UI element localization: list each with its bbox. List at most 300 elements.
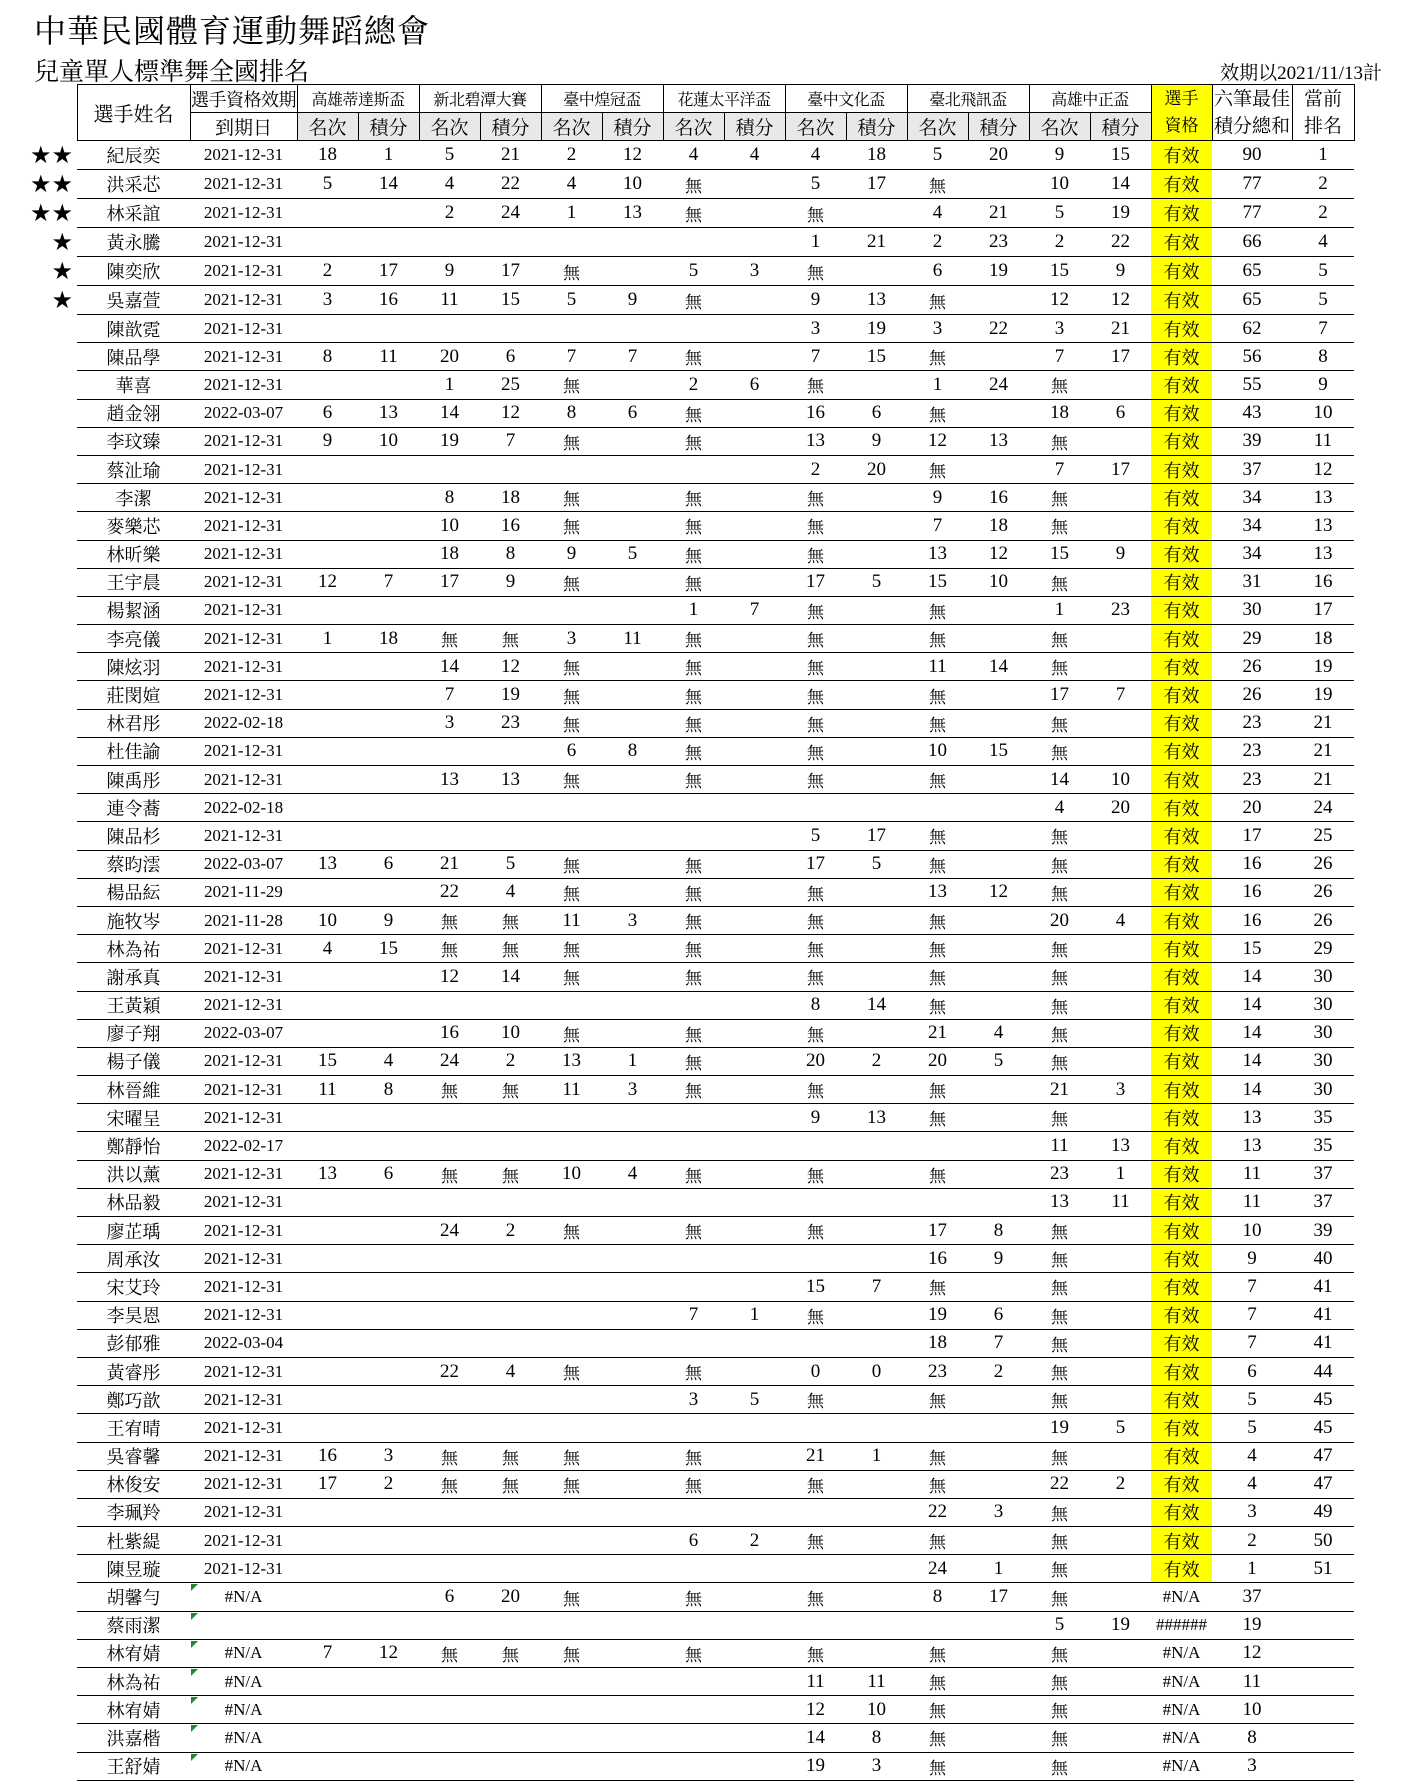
place-cell: 無 bbox=[663, 399, 724, 427]
points-cell bbox=[724, 1357, 785, 1385]
current-rank: 26 bbox=[1292, 850, 1354, 878]
points-cell bbox=[968, 1696, 1029, 1724]
place-cell: 無 bbox=[785, 512, 846, 540]
table-row bbox=[30, 1047, 1354, 1075]
points-cell: 14 bbox=[480, 963, 541, 991]
total-column-header: 六筆最佳 積分總和 bbox=[1212, 85, 1292, 141]
place-cell: 無 bbox=[541, 568, 602, 596]
points-cell bbox=[602, 681, 663, 709]
place-cell bbox=[419, 596, 480, 624]
points-cell bbox=[358, 1527, 419, 1555]
place-cell: 無 bbox=[663, 906, 724, 934]
place-cell: 無 bbox=[541, 1357, 602, 1385]
place-cell: 無 bbox=[785, 681, 846, 709]
place-cell: 14 bbox=[419, 653, 480, 681]
place-cell bbox=[785, 1498, 846, 1526]
points-cell: 10 bbox=[480, 1019, 541, 1047]
place-cell: 無 bbox=[907, 1724, 968, 1752]
points-cell bbox=[724, 709, 785, 737]
place-cell bbox=[785, 794, 846, 822]
points-cell bbox=[1090, 1273, 1151, 1301]
qualification-status: 有效 bbox=[1151, 1301, 1212, 1329]
points-cell: 2 bbox=[1090, 1470, 1151, 1498]
place-cell: 無 bbox=[541, 681, 602, 709]
points-cell: 5 bbox=[846, 568, 907, 596]
current-rank: 37 bbox=[1292, 1188, 1354, 1216]
points-cell bbox=[724, 850, 785, 878]
table-row bbox=[30, 512, 1354, 540]
points-cell bbox=[602, 1639, 663, 1667]
star-rating bbox=[30, 1132, 77, 1160]
place-cell bbox=[663, 1555, 724, 1583]
cell-note-marker-icon bbox=[191, 1697, 198, 1704]
points-cell bbox=[1090, 1104, 1151, 1132]
points-cell bbox=[358, 1752, 419, 1780]
points-cell: 25 bbox=[480, 371, 541, 399]
qualification-status: 有效 bbox=[1151, 170, 1212, 199]
expiry-date: 2021-12-31 bbox=[190, 653, 297, 681]
player-name: 林為祐 bbox=[77, 1668, 190, 1696]
points-cell: 無 bbox=[480, 1160, 541, 1188]
points-cell bbox=[846, 935, 907, 963]
total-points: 29 bbox=[1212, 625, 1292, 653]
points-cell: 14 bbox=[968, 653, 1029, 681]
place-cell: 無 bbox=[663, 878, 724, 906]
star-rating bbox=[30, 1245, 77, 1273]
place-cell: 無 bbox=[907, 1104, 968, 1132]
place-cell: 無 bbox=[785, 1639, 846, 1667]
points-cell bbox=[358, 1498, 419, 1526]
place-cell bbox=[297, 1188, 358, 1216]
points-cell bbox=[968, 1442, 1029, 1470]
table-row bbox=[30, 1386, 1354, 1414]
place-cell: 無 bbox=[541, 1470, 602, 1498]
points-cell bbox=[602, 1414, 663, 1442]
points-cell bbox=[846, 512, 907, 540]
points-cell bbox=[724, 991, 785, 1019]
star-rating bbox=[30, 906, 77, 934]
table-row bbox=[30, 1442, 1354, 1470]
current-rank bbox=[1292, 1752, 1354, 1780]
points-cell bbox=[1090, 1752, 1151, 1780]
points-cell bbox=[846, 1386, 907, 1414]
expiry-date: 2021-12-31 bbox=[190, 935, 297, 963]
star-rating bbox=[30, 512, 77, 540]
place-cell: 3 bbox=[1029, 315, 1090, 343]
expiry-date: 2021-12-31 bbox=[190, 1217, 297, 1245]
qualification-status: 有效 bbox=[1151, 568, 1212, 596]
place-cell: 15 bbox=[1029, 540, 1090, 568]
points-cell: 23 bbox=[1090, 596, 1151, 624]
validity-date: 效期以2021/11/13計 bbox=[1220, 63, 1382, 84]
points-cell bbox=[846, 484, 907, 512]
expiry-date: #N/A bbox=[190, 1583, 297, 1611]
expiry-date: 2022-02-18 bbox=[190, 709, 297, 737]
place-cell: 無 bbox=[1029, 963, 1090, 991]
player-name: 李珮羚 bbox=[77, 1498, 190, 1526]
place-cell: 無 bbox=[541, 484, 602, 512]
table-row bbox=[30, 681, 1354, 709]
qualification-status: 有效 bbox=[1151, 1442, 1212, 1470]
points-cell: 12 bbox=[480, 399, 541, 427]
place-cell: 無 bbox=[663, 653, 724, 681]
cell-note-marker-icon bbox=[191, 1669, 198, 1676]
points-cell bbox=[1090, 1724, 1151, 1752]
place-cell: 24 bbox=[419, 1047, 480, 1075]
place-cell: 無 bbox=[663, 766, 724, 794]
total-points: 77 bbox=[1212, 170, 1292, 199]
place-cell: 無 bbox=[419, 1639, 480, 1667]
star-rating bbox=[30, 878, 77, 906]
qualification-status: #N/A bbox=[1151, 1639, 1212, 1667]
total-points: 43 bbox=[1212, 399, 1292, 427]
player-name: 紀辰奕 bbox=[77, 141, 190, 170]
points-cell: 5 bbox=[480, 850, 541, 878]
points-cell bbox=[846, 1217, 907, 1245]
total-points: 3 bbox=[1212, 1498, 1292, 1526]
competition-header: 花蓮太平洋盃 bbox=[663, 85, 785, 113]
points-cell: 14 bbox=[1090, 170, 1151, 199]
points-cell bbox=[968, 1132, 1029, 1160]
expiry-date: 2022-03-04 bbox=[190, 1329, 297, 1357]
table-row bbox=[30, 1414, 1354, 1442]
place-cell: 21 bbox=[1029, 1076, 1090, 1104]
points-cell bbox=[358, 1414, 419, 1442]
place-cell: 10 bbox=[907, 737, 968, 765]
place-cell: 無 bbox=[1029, 371, 1090, 399]
current-rank: 47 bbox=[1292, 1442, 1354, 1470]
place-cell: 無 bbox=[785, 1160, 846, 1188]
points-cell bbox=[846, 681, 907, 709]
total-points: 62 bbox=[1212, 315, 1292, 343]
points-cell bbox=[724, 1160, 785, 1188]
points-cell: 11 bbox=[602, 625, 663, 653]
table-row bbox=[30, 1273, 1354, 1301]
place-cell bbox=[541, 1414, 602, 1442]
place-cell: 5 bbox=[541, 286, 602, 315]
points-cell bbox=[724, 625, 785, 653]
points-cell bbox=[602, 568, 663, 596]
place-cell: 無 bbox=[785, 1527, 846, 1555]
current-rank: 49 bbox=[1292, 1498, 1354, 1526]
place-cell: 4 bbox=[785, 141, 846, 170]
place-cell: 無 bbox=[663, 286, 724, 315]
points-cell: 11 bbox=[1090, 1188, 1151, 1216]
place-subheader: 名次 bbox=[907, 113, 968, 141]
expiry-date: 2021-12-31 bbox=[190, 257, 297, 286]
points-subheader: 積分 bbox=[1090, 113, 1151, 141]
place-cell: 無 bbox=[1029, 1245, 1090, 1273]
place-cell: 無 bbox=[663, 540, 724, 568]
place-cell: 20 bbox=[419, 343, 480, 371]
total-points: 56 bbox=[1212, 343, 1292, 371]
points-cell bbox=[358, 1329, 419, 1357]
place-cell bbox=[297, 1019, 358, 1047]
place-cell bbox=[297, 1386, 358, 1414]
total-points: 14 bbox=[1212, 1047, 1292, 1075]
points-cell: 6 bbox=[358, 1160, 419, 1188]
points-cell bbox=[1090, 1047, 1151, 1075]
place-cell bbox=[419, 822, 480, 850]
points-cell bbox=[846, 257, 907, 286]
place-cell bbox=[663, 794, 724, 822]
place-cell: 3 bbox=[663, 1386, 724, 1414]
competition-header: 高雄蒂達斯盃 bbox=[297, 85, 419, 113]
place-cell bbox=[785, 1188, 846, 1216]
points-cell bbox=[358, 1668, 419, 1696]
points-cell bbox=[602, 1217, 663, 1245]
points-cell: 6 bbox=[1090, 399, 1151, 427]
total-points: 14 bbox=[1212, 1019, 1292, 1047]
table-row bbox=[30, 170, 1354, 199]
place-cell bbox=[663, 991, 724, 1019]
points-cell bbox=[1090, 1301, 1151, 1329]
points-cell bbox=[724, 1696, 785, 1724]
star-rating bbox=[30, 1611, 77, 1639]
points-cell bbox=[602, 794, 663, 822]
star-rating bbox=[30, 963, 77, 991]
points-cell: 9 bbox=[602, 286, 663, 315]
total-points: 77 bbox=[1212, 199, 1292, 228]
place-cell bbox=[663, 228, 724, 257]
place-cell: 無 bbox=[419, 906, 480, 934]
points-cell: 17 bbox=[846, 822, 907, 850]
expiry-date: 2021-12-31 bbox=[190, 822, 297, 850]
place-cell: 10 bbox=[297, 906, 358, 934]
points-cell: 19 bbox=[1090, 1611, 1151, 1639]
place-cell bbox=[541, 1724, 602, 1752]
points-cell: 無 bbox=[480, 1076, 541, 1104]
place-cell: 無 bbox=[907, 1386, 968, 1414]
place-cell: 無 bbox=[907, 963, 968, 991]
qualification-status: 有效 bbox=[1151, 484, 1212, 512]
star-rating bbox=[30, 540, 77, 568]
place-cell: 5 bbox=[785, 170, 846, 199]
place-cell: 無 bbox=[907, 1076, 968, 1104]
place-cell: 4 bbox=[663, 141, 724, 170]
total-points: 55 bbox=[1212, 371, 1292, 399]
points-cell bbox=[968, 596, 1029, 624]
points-cell bbox=[1090, 1019, 1151, 1047]
table-row bbox=[30, 141, 1354, 170]
qualification-status: 有效 bbox=[1151, 1273, 1212, 1301]
total-points: 12 bbox=[1212, 1639, 1292, 1667]
place-cell: 5 bbox=[907, 141, 968, 170]
place-cell bbox=[297, 766, 358, 794]
place-cell bbox=[663, 1132, 724, 1160]
place-cell: 無 bbox=[663, 1076, 724, 1104]
place-cell: 無 bbox=[1029, 625, 1090, 653]
points-cell: 15 bbox=[358, 935, 419, 963]
points-cell: 15 bbox=[968, 737, 1029, 765]
points-subheader: 積分 bbox=[480, 113, 541, 141]
qualification-status: 有效 bbox=[1151, 935, 1212, 963]
place-cell: 18 bbox=[1029, 399, 1090, 427]
player-name: 鄭巧歆 bbox=[77, 1386, 190, 1414]
points-cell bbox=[480, 991, 541, 1019]
table-row bbox=[30, 1696, 1354, 1724]
place-cell: 無 bbox=[785, 1019, 846, 1047]
place-cell bbox=[419, 737, 480, 765]
star-rating bbox=[30, 1527, 77, 1555]
points-cell bbox=[480, 1668, 541, 1696]
place-cell: 2 bbox=[419, 199, 480, 228]
place-cell bbox=[663, 1414, 724, 1442]
table-row bbox=[30, 540, 1354, 568]
place-cell: 5 bbox=[785, 822, 846, 850]
points-cell bbox=[358, 653, 419, 681]
player-name: 蔡沚瑜 bbox=[77, 455, 190, 483]
place-cell: 無 bbox=[785, 766, 846, 794]
qualification-status: 有效 bbox=[1151, 512, 1212, 540]
place-cell: 無 bbox=[663, 737, 724, 765]
current-rank: 10 bbox=[1292, 399, 1354, 427]
points-cell bbox=[480, 1386, 541, 1414]
total-points: 65 bbox=[1212, 286, 1292, 315]
player-name: 林采誼 bbox=[77, 199, 190, 228]
place-cell bbox=[419, 1611, 480, 1639]
expiry-date: #N/A bbox=[190, 1639, 297, 1667]
qualification-status: 有效 bbox=[1151, 963, 1212, 991]
place-cell: 9 bbox=[297, 427, 358, 455]
points-cell bbox=[1090, 1555, 1151, 1583]
points-cell bbox=[724, 906, 785, 934]
table-row bbox=[30, 1611, 1354, 1639]
place-cell: 無 bbox=[785, 1076, 846, 1104]
place-cell: 無 bbox=[907, 1527, 968, 1555]
points-cell bbox=[724, 343, 785, 371]
expiry-date: 2021-12-31 bbox=[190, 484, 297, 512]
points-cell bbox=[724, 540, 785, 568]
points-cell: 10 bbox=[602, 170, 663, 199]
star-rating: ★ bbox=[51, 287, 74, 314]
points-cell bbox=[1090, 1639, 1151, 1667]
place-cell: 無 bbox=[541, 1583, 602, 1611]
place-cell: 無 bbox=[1029, 568, 1090, 596]
place-cell bbox=[419, 1668, 480, 1696]
expiry-date: #N/A bbox=[190, 1752, 297, 1780]
points-cell bbox=[358, 540, 419, 568]
place-cell bbox=[907, 1414, 968, 1442]
star-rating bbox=[30, 1301, 77, 1329]
expiry-date: 2021-12-31 bbox=[190, 286, 297, 315]
qualification-status: #N/A bbox=[1151, 1583, 1212, 1611]
points-cell bbox=[480, 228, 541, 257]
player-name: 王宇晨 bbox=[77, 568, 190, 596]
star-rating bbox=[30, 1583, 77, 1611]
points-cell bbox=[602, 935, 663, 963]
cell-note-marker-icon bbox=[191, 1584, 198, 1591]
place-cell: 12 bbox=[907, 427, 968, 455]
points-cell bbox=[602, 822, 663, 850]
points-cell bbox=[480, 1245, 541, 1273]
points-cell bbox=[846, 1639, 907, 1667]
points-cell bbox=[1090, 991, 1151, 1019]
total-points: 34 bbox=[1212, 484, 1292, 512]
expiry-date: 2021-12-31 bbox=[190, 371, 297, 399]
points-cell bbox=[846, 1555, 907, 1583]
place-cell bbox=[663, 1245, 724, 1273]
place-cell: 13 bbox=[785, 427, 846, 455]
points-cell bbox=[968, 170, 1029, 199]
qualification-status: 有效 bbox=[1151, 455, 1212, 483]
player-name: 洪以薰 bbox=[77, 1160, 190, 1188]
total-points: 9 bbox=[1212, 1245, 1292, 1273]
place-cell bbox=[541, 455, 602, 483]
star-rating bbox=[30, 1696, 77, 1724]
points-cell: 5 bbox=[602, 540, 663, 568]
star-rating: ★★ bbox=[30, 171, 74, 198]
place-cell: 22 bbox=[1029, 1470, 1090, 1498]
points-cell: 3 bbox=[724, 257, 785, 286]
player-name: 施牧岑 bbox=[77, 906, 190, 934]
table-row bbox=[30, 1724, 1354, 1752]
place-cell: 7 bbox=[907, 512, 968, 540]
place-cell: 5 bbox=[663, 257, 724, 286]
points-cell bbox=[1090, 850, 1151, 878]
place-cell bbox=[297, 315, 358, 343]
place-cell bbox=[663, 455, 724, 483]
place-cell bbox=[419, 1273, 480, 1301]
player-name: 陳品杉 bbox=[77, 822, 190, 850]
cell-note-marker-icon bbox=[191, 1754, 198, 1761]
expiry-date: 2021-12-31 bbox=[190, 766, 297, 794]
place-cell bbox=[297, 737, 358, 765]
points-subheader: 積分 bbox=[968, 113, 1029, 141]
star-rating bbox=[30, 1329, 77, 1357]
total-points: 4 bbox=[1212, 1442, 1292, 1470]
place-cell: 無 bbox=[541, 653, 602, 681]
points-cell bbox=[602, 1132, 663, 1160]
expiry-date: 2021-12-31 bbox=[190, 315, 297, 343]
points-cell bbox=[846, 1414, 907, 1442]
points-cell: 15 bbox=[846, 343, 907, 371]
player-name: 林為祐 bbox=[77, 935, 190, 963]
place-cell: 13 bbox=[419, 766, 480, 794]
points-cell bbox=[968, 935, 1029, 963]
place-cell: 無 bbox=[663, 1583, 724, 1611]
star-rating bbox=[30, 1188, 77, 1216]
place-cell: 18 bbox=[907, 1329, 968, 1357]
expiry-date: 2021-12-31 bbox=[190, 199, 297, 228]
points-cell: 2 bbox=[724, 1527, 785, 1555]
place-cell: 11 bbox=[907, 653, 968, 681]
place-cell: 6 bbox=[907, 257, 968, 286]
points-cell bbox=[480, 1498, 541, 1526]
points-cell bbox=[846, 709, 907, 737]
player-name: 林宥婧 bbox=[77, 1639, 190, 1667]
qualification-status: 有效 bbox=[1151, 228, 1212, 257]
competition-header: 臺中文化盃 bbox=[785, 85, 907, 113]
current-rank: 8 bbox=[1292, 343, 1354, 371]
points-cell: 15 bbox=[1090, 141, 1151, 170]
star-rating bbox=[30, 1414, 77, 1442]
current-rank: 1 bbox=[1292, 141, 1354, 170]
place-subheader: 名次 bbox=[419, 113, 480, 141]
place-cell: 無 bbox=[785, 737, 846, 765]
points-cell bbox=[602, 1696, 663, 1724]
current-rank: 4 bbox=[1292, 228, 1354, 257]
place-cell: 2 bbox=[297, 257, 358, 286]
points-cell: 7 bbox=[968, 1329, 1029, 1357]
star-rating bbox=[30, 399, 77, 427]
points-cell bbox=[724, 1019, 785, 1047]
points-cell bbox=[358, 455, 419, 483]
place-cell bbox=[663, 1188, 724, 1216]
points-cell: 5 bbox=[968, 1047, 1029, 1075]
total-points: 16 bbox=[1212, 878, 1292, 906]
player-name: 林君彤 bbox=[77, 709, 190, 737]
